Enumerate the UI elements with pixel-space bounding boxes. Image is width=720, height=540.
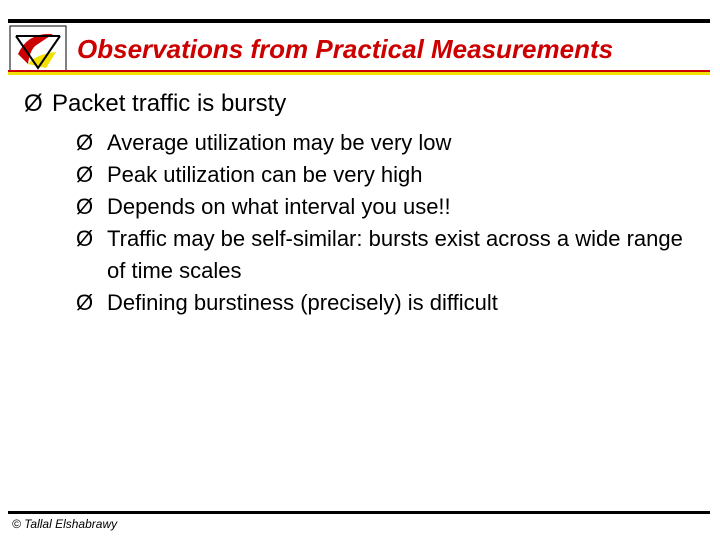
title-underline-yellow bbox=[8, 72, 710, 75]
sub-bullet-text: Traffic may be self-similar: bursts exist across a wide range of time scales bbox=[107, 226, 683, 283]
sub-bullet-text: Average utilization may be very low bbox=[107, 130, 452, 155]
sub-bullet bbox=[76, 191, 696, 223]
indented-bullet bbox=[76, 287, 696, 319]
indented-bullet-text: Defining burstiness (precisely) is difficult bbox=[107, 290, 498, 315]
footer-rule bbox=[8, 511, 710, 514]
main-bullet-text: Packet traffic is bursty bbox=[52, 90, 287, 117]
sub-bullet bbox=[76, 223, 696, 287]
arrow-bullet-icon: Ø bbox=[76, 194, 94, 219]
header-top-rule bbox=[8, 19, 710, 23]
sub-bullet-text: Depends on what interval you use!! bbox=[107, 194, 451, 219]
slide-title: Observations from Practical Measurements bbox=[77, 34, 614, 64]
sub-bullet bbox=[76, 159, 696, 191]
arrow-bullet-icon: Ø bbox=[76, 226, 94, 251]
arrow-bullet-icon: Ø bbox=[24, 90, 43, 117]
sub-bullet bbox=[76, 127, 696, 159]
main-bullet bbox=[24, 90, 286, 118]
sub-bullet-list bbox=[76, 127, 696, 319]
arrow-bullet-icon: Ø bbox=[76, 130, 94, 155]
logo-icon bbox=[8, 24, 68, 74]
arrow-bullet-icon: Ø bbox=[76, 162, 94, 187]
footer-copyright: © Tallal Elshabrawy bbox=[12, 517, 118, 531]
arrow-bullet-icon: Ø bbox=[76, 290, 94, 315]
sub-bullet-text: Peak utilization can be very high bbox=[107, 162, 423, 187]
